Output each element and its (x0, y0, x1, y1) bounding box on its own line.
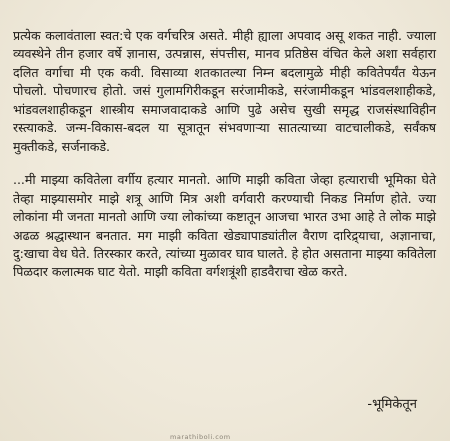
paragraph-2: ...मी माझ्या कवितेला वर्गीय हत्यार मानतो. आणि माझी कविता जेव्हा हत्याराची भूमिका घेते तेव्हा माझ्यासमोर माझे शत्रू आणि मित्र अशी वर्गवारी करण्याची निकड निर्माण होते. ज्या लोकांना मी जनता मानतो आणि ज्या लोकांच्या कष्टातून आजचा भारत उभा आहे ते लोक माझे अढळ श्रद्धास्थान बनतात. मग माझी कविता खेड्यापाड्यांतील वैराण दारिद्र्याचा, अज्ञानाचा, दु:खाचा वेध घेते. तिरस्कार करते, त्यांच्या मुळावर घाव घालते. हे होत असताना माझ्या कवितेला पिळदार कलात्मक घाट येतो. माझी कविता वर्गशत्रूंशी हाडवैराचा खेळ करते. (13, 172, 436, 280)
footer-watermark: marathiboli.com (170, 433, 231, 441)
paragraph-1: प्रत्येक कलावंताला स्वत:चे एक वर्गचरित्र असते. मीही ह्याला अपवाद असू शकत नाही. ज्याला व्यवस्थेने तीन हजार वर्षे ज्ञानास, उत्पन्नास, संपत्तीस, मानव प्रतिष्ठेस वंचित केले अशा सर्वहारा दलित वर्गाचा मी एक कवी. विसाव्या शतकातल्या निम्न बदलामुळे मीही कवितेपर्यंत येऊन पोचलो. पोचणारच होतो. जसं गुलामगिरीकडून सरंजामीकडे, सरंजामीकडून भांडवलशाहीकडे, भांडवलशाहीकडून शास्त्रीय समाजवादाकडे आणि पुढे असेच सुखी समृद्ध राजसंस्थाविहीन रस्त्याकडे. जन्म-विकास-बदल या सूत्रातून संभवणाऱ्या सातत्याच्या वाटचालीकडे, सर्वंकष मुक्तीकडे, सर्जनाकडे. (13, 28, 436, 154)
signature: -भूमिकेतून (367, 397, 417, 412)
